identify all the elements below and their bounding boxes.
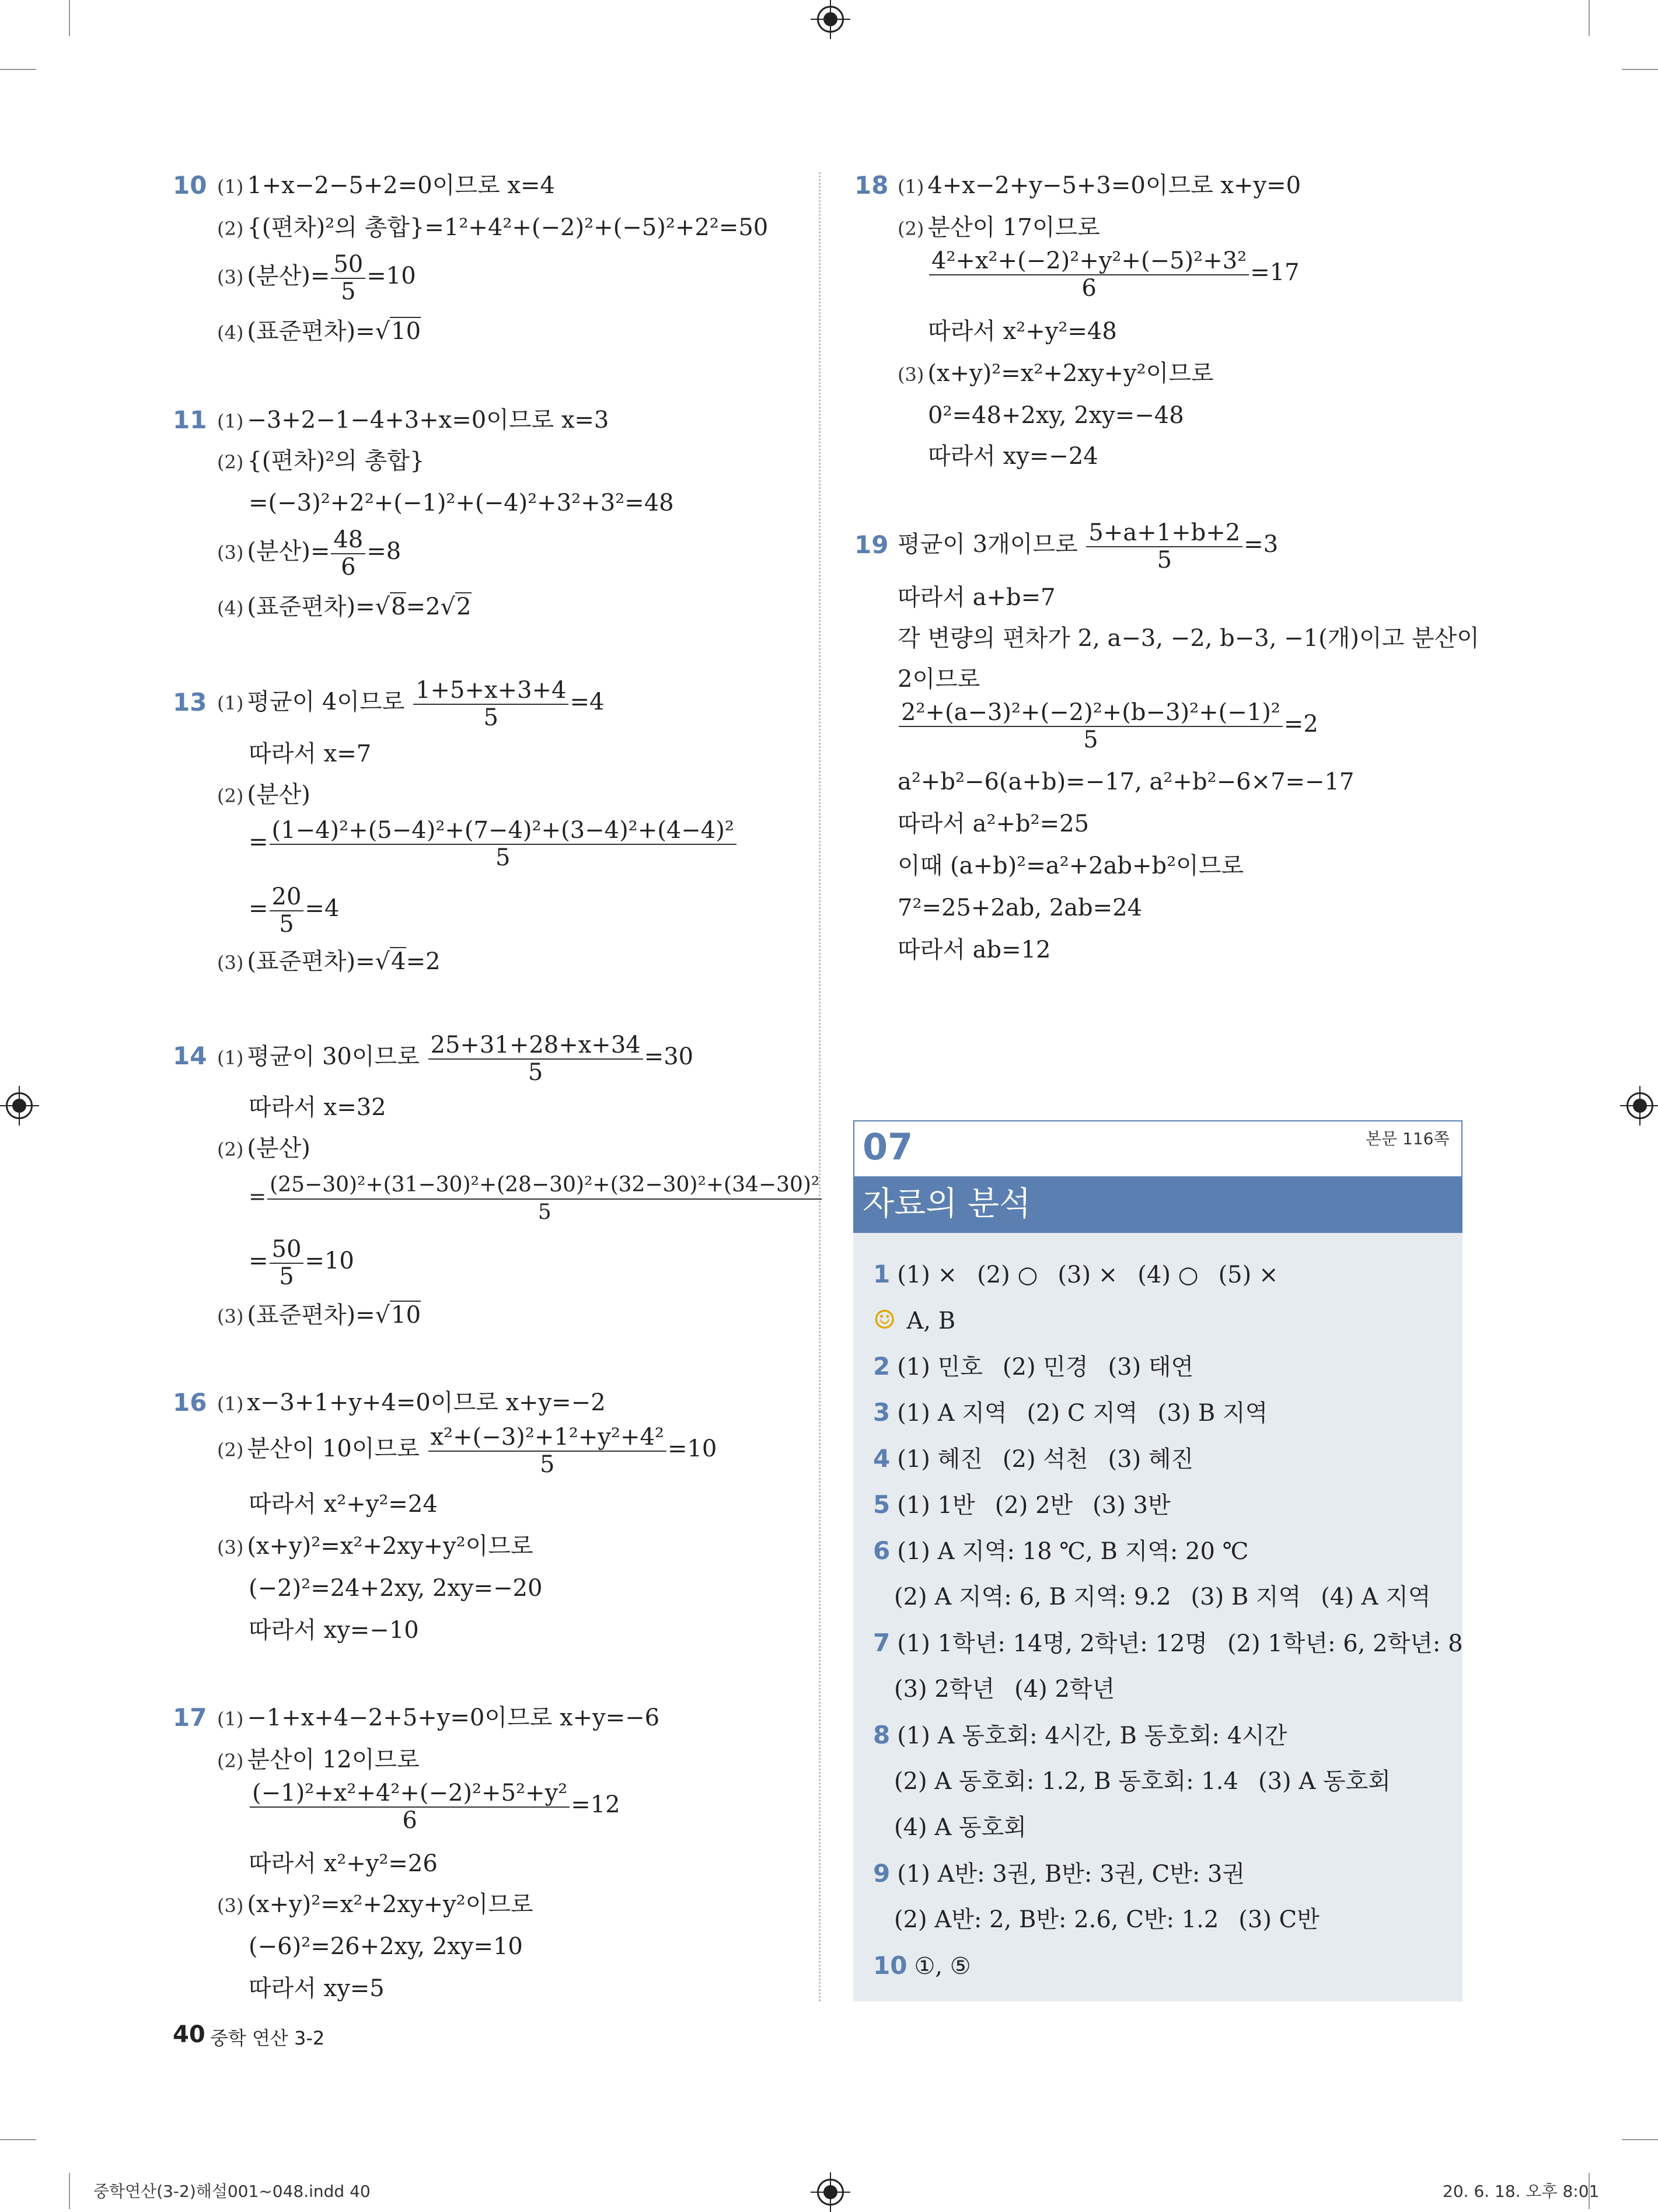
solution-line: $\frac{\text{2²+(a−3)²+(−2)²+(b−3)²+(−1)²}}{5}$ =2 [898,699,1318,753]
fraction: $\frac{\text{(25−30)²+(31−30)²+(28−30)²+(32−30)²+(34−30)²}}{5}$ [267,1172,822,1225]
registration-mark-icon [817,2179,844,2206]
column-divider [819,172,821,2001]
fraction: $\frac{20}{5}$ [270,883,304,937]
answer-item: (3) 태연 [1108,1354,1194,1381]
page-number: 40 [173,2021,205,2048]
answer-line [873,1304,955,1337]
solution-line: $\frac{\text{4²+x²+(−2)²+y²+(−5)²+3²}}{6}$ =17 [928,247,1300,301]
crop-mark [1622,2139,1658,2140]
answer-number: 1 [873,1260,891,1288]
solution-line: (3) (x+y)²=x²+2xy+y²이므로 [217,1891,533,1918]
answer-item: (2) 석천 [1002,1446,1088,1473]
answer-line [873,1627,1463,1660]
solution-line: (1) 평균이 30이므로 $\frac{25+31+28+x+34}{5}$ =30 [217,1032,694,1086]
problem-number: 16 [173,1388,207,1417]
section-number: 07 [863,1126,913,1168]
section-title: 자료의 분석 [863,1185,1031,1223]
answer-item: (3) C반 [1238,1906,1320,1933]
registration-mark-icon [1626,1092,1653,1119]
answer-item: (2) A반: 2, B반: 2.6, C반: 1.2 [894,1906,1219,1933]
solution-line: = $\frac{\text{(1−4)²+(5−4)²+(7−4)²+(3−4)²+(4−4)²}}{5}$ [249,817,738,871]
fraction: $\frac{50}{5}$ [331,251,365,305]
smile-icon: ☺ [873,1305,896,1335]
answer-item: (3) B 지역 [1191,1584,1301,1610]
answer-item: (3) B 지역 [1157,1400,1268,1427]
solution-line: (3) (표준편차)=√4=2 [217,948,441,975]
fraction: $\frac{\text{4²+x²+(−2)²+y²+(−5)²+3²}}{6}$ [929,247,1249,301]
fraction: $\frac{25+31+28+x+34}{5}$ [428,1032,643,1085]
solution-line: (1) −3+2−1−4+3+x=0이므로 x=3 [217,407,609,434]
solution-line: =(−3)²+2²+(−1)²+(−4)²+3²+3²=48 [249,490,674,516]
solution-line: 따라서 xy=5 [249,1975,385,2002]
answer-line [894,1673,1115,1706]
fraction: $\frac{\text{x²+(−3)²+1²+y²+4²}}{5}$ [428,1424,666,1477]
answer-number: 10 [873,1951,907,1980]
problem-number: 17 [173,1703,207,1732]
solution-line: (−2)²=24+2xy, 2xy=−20 [249,1575,543,1602]
print-file-info: 중학연산(3-2)해설001~048.indd 40 [93,2182,371,2201]
answer-line [873,1350,1193,1383]
problem-number: 10 [173,171,207,200]
answer-item: (2) 1학년: 6, 2학년: 8 [1227,1630,1463,1657]
answer-line [873,1488,1171,1522]
solution-line: (2) (분산) [217,781,310,808]
solution-line: 따라서 xy=−24 [928,443,1098,470]
solution-line: (3) (표준편차)=√10 [217,1302,421,1329]
answer-line [873,1442,1193,1476]
answer-item: (1) 혜진 [897,1446,983,1473]
registration-mark-icon [817,6,844,33]
solution-line: 따라서 x²+y²=26 [249,1850,438,1877]
solution-line: (1) 4+x−2+y−5+3=0이므로 x+y=0 [898,172,1301,199]
answer-line [894,1765,1391,1798]
solution-line: (2) 분산이 12이므로 [217,1746,420,1773]
answer-item: (1) × [897,1261,958,1288]
solution-line: (3) (분산)= $\frac{48}{6}$ =8 [217,526,402,581]
answer-item: (2) A 동호회: 1.2, B 동호회: 1.4 [894,1768,1238,1795]
crop-mark [69,0,70,36]
answer-item: (1) A 지역 [897,1400,1007,1427]
answer-item: (2) ○ [977,1261,1038,1288]
registration-mark-icon [6,1092,33,1119]
solution-line: 2이므로 [898,666,980,693]
answer-item: (2) 2반 [994,1492,1073,1519]
problem-number: 19 [854,530,889,559]
answer-number: 2 [873,1352,891,1381]
solution-line: = $\frac{50}{5}$ =10 [249,1236,354,1290]
answer-item: (1) A반: 3권, B반: 3권, C반: 3권 [897,1861,1245,1888]
solution-line: 따라서 x²+y²=48 [928,318,1117,345]
solution-line: a²+b²−6(a+b)=−17, a²+b²−6×7=−17 [898,768,1355,795]
problem-number: 11 [173,406,207,434]
solution-line: 0²=48+2xy, 2xy=−48 [928,402,1184,429]
solution-line: (−6)²=26+2xy, 2xy=10 [249,1933,523,1960]
crop-mark [1622,69,1658,70]
answer-item: (3) 3반 [1092,1492,1171,1519]
solution-line: (1) 1+x−2−5+2=0이므로 x=4 [217,172,555,199]
fraction: $\frac{1+5+x+3+4}{5}$ [413,677,568,731]
answer-item: (4) ○ [1137,1261,1199,1288]
solution-line: 따라서 x=32 [249,1094,386,1121]
answer-number: 4 [873,1444,891,1473]
answer-item: (4) A 동호회 [894,1814,1027,1841]
answer-line [894,1811,1027,1844]
answer-number: 9 [873,1859,891,1888]
solution-line: 각 변량의 편차가 2, a−3, −2, b−3, −1(개)이고 분산이 [898,625,1479,652]
solution-line: 따라서 x²+y²=24 [249,1491,438,1518]
solution-line: $\frac{\text{(−1)²+x²+4²+(−2)²+5²+y²}}{6}$ =12 [249,1780,620,1833]
problem-number: 14 [173,1042,207,1070]
solution-line: 따라서 x=7 [249,740,372,767]
solution-line: (4) (표준편차)=√10 [217,318,421,345]
answer-line [873,1258,1278,1291]
solution-line: 따라서 xy=−10 [249,1617,419,1644]
solution-line: 따라서 a+b=7 [898,584,1056,611]
answer-item: (3) 2학년 [894,1676,995,1703]
solution-line: (2) (분산) [217,1135,310,1162]
answer-item: (2) 민경 [1002,1354,1088,1381]
solution-line: (2) {(편차)²의 총합} [217,448,425,474]
problem-number: 18 [854,171,889,200]
solution-line: = $\frac{20}{5}$ =4 [249,883,340,938]
crop-mark [0,2139,36,2140]
answer-line [894,1581,1431,1613]
solution-line: 따라서 ab=12 [898,936,1051,963]
fraction: $\frac{\text{(1−4)²+(5−4)²+(7−4)²+(3−4)²+(4−4)²}}{5}$ [270,817,736,871]
answer-item: (4) A 지역 [1321,1584,1431,1610]
answer-number: 5 [873,1490,891,1519]
solution-line: (3) (x+y)²=x²+2xy+y²이므로 [898,360,1214,387]
fraction: $\frac{\text{2²+(a−3)²+(−2)²+(b−3)²+(−1)²}}{5}$ [899,699,1283,753]
page-reference: 본문 116쪽 [1366,1129,1450,1148]
answer-item: (3) × [1057,1261,1118,1288]
answer-line [873,1949,971,1983]
print-date: 20. 6. 18. 오후 8:01 [1443,2182,1600,2201]
answer-item: (3) A 동호회 [1258,1768,1391,1795]
answer-item: ①, ⑤ [914,1953,971,1980]
solution-line: (3) (분산)= $\frac{50}{5}$ =10 [217,251,416,305]
solution-line: (1) x−3+1+y+4=0이므로 x+y=−2 [217,1389,606,1416]
answer-number: 3 [873,1398,891,1427]
solution-line: 이때 (a+b)²=a²+2ab+b²이므로 [898,852,1244,879]
solution-line: 7²=25+2ab, 2ab=24 [898,894,1143,921]
answer-item: (1) A 지역: 18 ℃, B 지역: 20 ℃ [897,1538,1249,1565]
book-title: 중학 연산 3-2 [210,2027,325,2049]
answer-number: 6 [873,1536,891,1565]
solution-line: (3) (x+y)²=x²+2xy+y²이므로 [217,1533,533,1560]
problem-number: 13 [173,688,207,717]
fraction: $\frac{48}{6}$ [331,526,365,580]
answer-item: (1) 민호 [897,1354,983,1381]
solution-line: (4) (표준편차)=√8=2√2 [217,593,472,620]
fraction: $\frac{5+a+1+b+2}{5}$ [1086,519,1242,573]
answer-item: (2) A 지역: 6, B 지역: 9.2 [894,1584,1171,1610]
solution-line: (2) 분산이 10이므로 $\frac{\text{x²+(−3)²+1²+y²+4²}}{5}$ =10 [217,1424,717,1478]
answer-number: 8 [873,1721,891,1749]
solution-line: = $\frac{\text{(25−30)²+(31−30)²+(28−30)²+(32−30)²+(34−30)²}}{5}$ [249,1172,823,1225]
answer-item: (4) 2학년 [1014,1676,1115,1703]
answer-item: A, B [906,1308,956,1334]
answer-line [873,1396,1268,1430]
solution-line: 평균이 3개이므로 $\frac{5+a+1+b+2}{5}$ =3 [898,519,1279,574]
answer-number: 7 [873,1629,891,1657]
solution-line: (2) 분산이 17이므로 [898,214,1100,241]
solution-line: 따라서 a²+b²=25 [898,810,1090,837]
solution-line: (1) −1+x+4−2+5+y=0이므로 x+y=−6 [217,1704,660,1731]
fraction: $\frac{50}{5}$ [270,1236,304,1290]
answer-item: (3) 혜진 [1108,1446,1194,1473]
answer-line [873,1535,1248,1568]
answer-item: (2) C 지역 [1027,1400,1138,1427]
answer-item: (1) 1반 [897,1492,975,1519]
solution-line: (2) {(편차)²의 총합}=1²+4²+(−2)²+(−5)²+2²=50 [217,214,769,241]
crop-mark [1589,0,1590,36]
answer-line [894,1903,1320,1936]
answer-item: (1) 1학년: 14명, 2학년: 12명 [897,1630,1207,1657]
answer-item: (1) A 동호회: 4시간, B 동호회: 4시간 [897,1722,1287,1749]
crop-mark [69,2173,70,2209]
answer-item: (5) × [1218,1261,1279,1288]
crop-mark [0,69,36,70]
fraction: $\frac{\text{(−1)²+x²+4²+(−2)²+5²+y²}}{6}$ [250,1780,570,1833]
answer-line [873,1719,1287,1752]
answer-line [873,1857,1245,1890]
solution-line: (1) 평균이 4이므로 $\frac{1+5+x+3+4}{5}$ =4 [217,677,605,731]
